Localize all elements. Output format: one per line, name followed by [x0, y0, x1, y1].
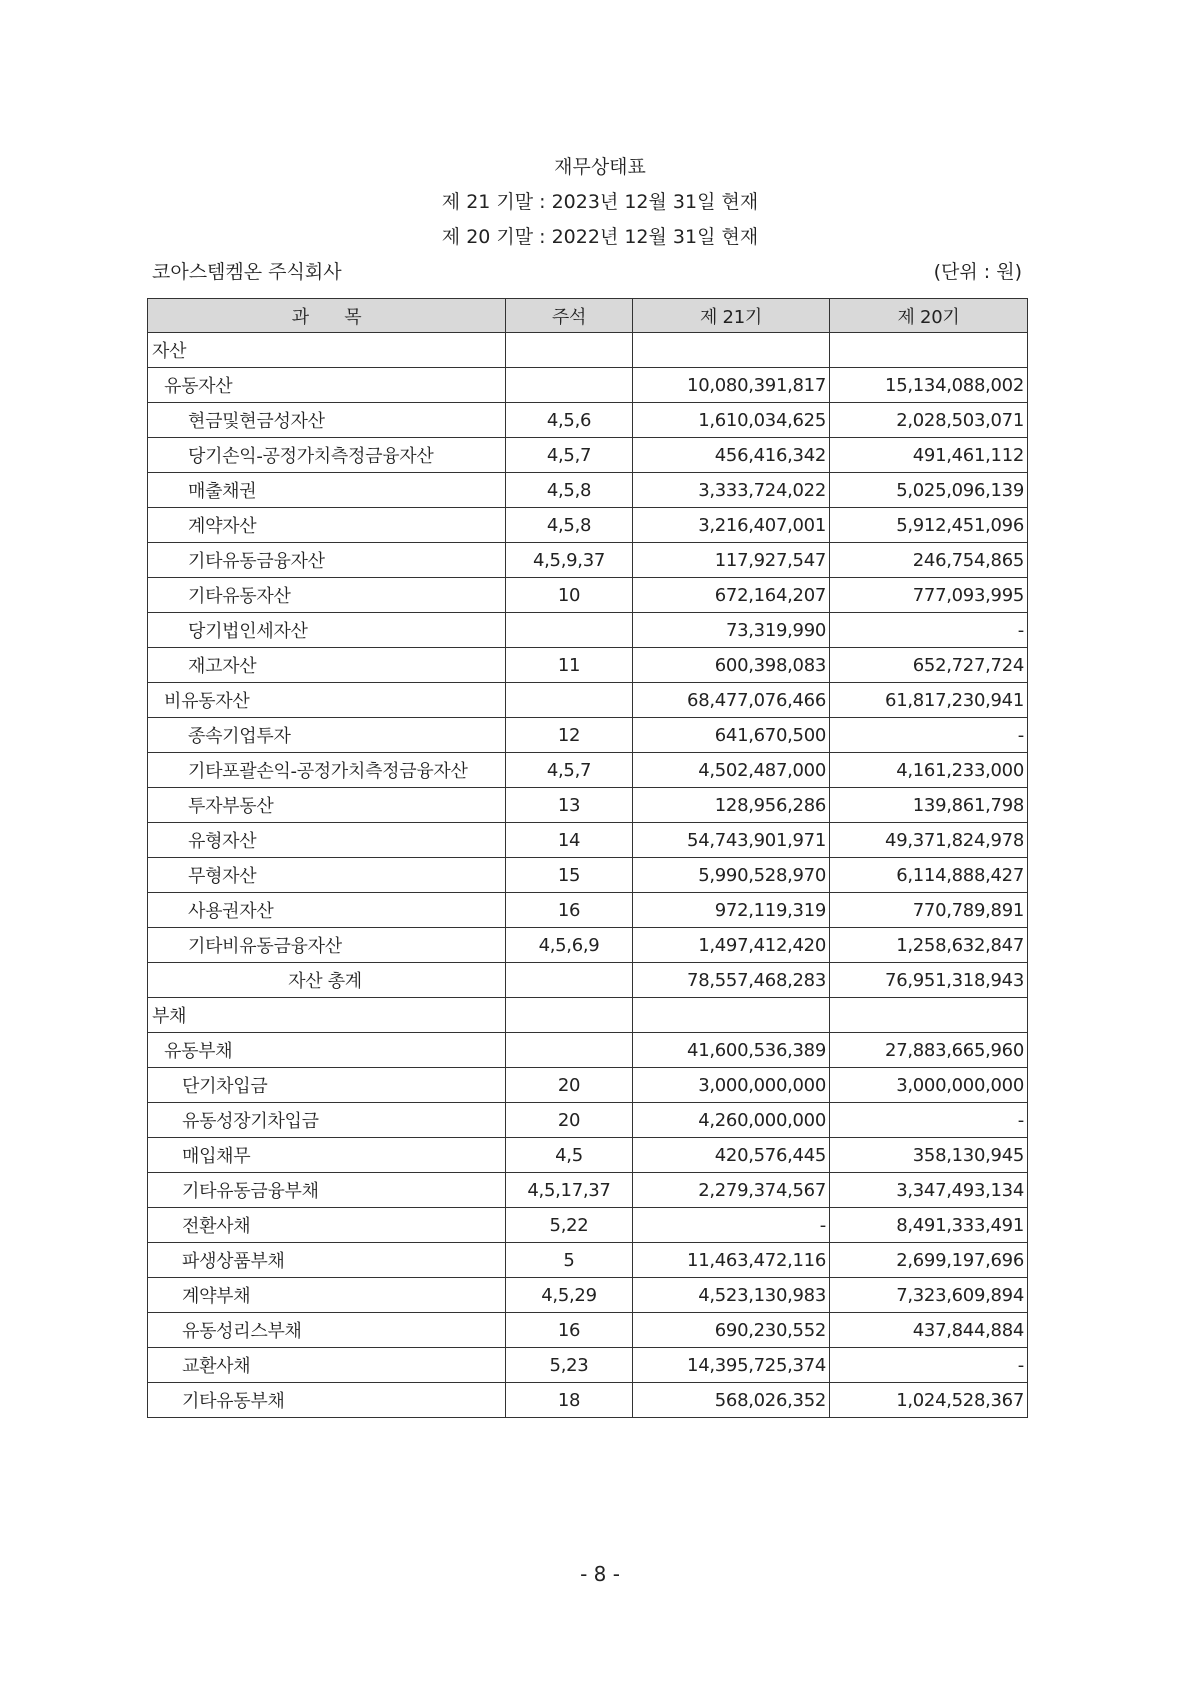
page-number: - 8 -	[580, 1562, 620, 1586]
current-amount	[633, 333, 830, 368]
prior-amount: 1,024,528,367	[830, 1383, 1028, 1418]
account-name: 파생상품부채	[148, 1243, 506, 1278]
prior-amount: -	[830, 1103, 1028, 1138]
prior-amount: -	[830, 1348, 1028, 1383]
prior-amount: 6,114,888,427	[830, 858, 1028, 893]
prior-amount: 3,000,000,000	[830, 1068, 1028, 1103]
account-name: 자산 총계	[148, 963, 506, 998]
column-header-note: 주석	[506, 299, 633, 333]
prior-amount: 770,789,891	[830, 893, 1028, 928]
note-ref: 5	[506, 1243, 633, 1278]
table-row	[148, 1138, 1028, 1173]
table-row	[148, 648, 1028, 683]
account-name: 유형자산	[148, 823, 506, 858]
prior-amount: 15,134,088,002	[830, 368, 1028, 403]
table-row	[148, 788, 1028, 823]
current-amount: 11,463,472,116	[633, 1243, 830, 1278]
note-ref: 11	[506, 648, 633, 683]
table-row	[148, 858, 1028, 893]
note-ref: 4,5	[506, 1138, 633, 1173]
table-row	[148, 1243, 1028, 1278]
table-row	[148, 753, 1028, 788]
account-name: 기타포괄손익-공정가치측정금융자산	[148, 753, 506, 788]
note-ref: 16	[506, 893, 633, 928]
current-amount: 3,000,000,000	[633, 1068, 830, 1103]
prior-amount: 139,861,798	[830, 788, 1028, 823]
note-ref: 4,5,8	[506, 473, 633, 508]
note-ref: 16	[506, 1313, 633, 1348]
current-amount: 5,990,528,970	[633, 858, 830, 893]
table-row	[148, 473, 1028, 508]
current-amount: 1,610,034,625	[633, 403, 830, 438]
current-amount: 568,026,352	[633, 1383, 830, 1418]
prior-amount: 5,025,096,139	[830, 473, 1028, 508]
account-name: 매입채무	[148, 1138, 506, 1173]
table-row	[148, 333, 1028, 368]
prior-amount: 76,951,318,943	[830, 963, 1028, 998]
current-amount: 10,080,391,817	[633, 368, 830, 403]
column-header-account: 과 목	[148, 299, 506, 333]
current-amount: 41,600,536,389	[633, 1033, 830, 1068]
current-amount: 54,743,901,971	[633, 823, 830, 858]
note-ref: 4,5,9,37	[506, 543, 633, 578]
table-row	[148, 1348, 1028, 1383]
account-name: 기타비유동금융자산	[148, 928, 506, 963]
note-ref: 4,5,7	[506, 438, 633, 473]
account-name: 기타유동부채	[148, 1383, 506, 1418]
table-row	[148, 1103, 1028, 1138]
note-ref	[506, 963, 633, 998]
table-row	[148, 1313, 1028, 1348]
current-amount: 2,279,374,567	[633, 1173, 830, 1208]
current-amount: 4,260,000,000	[633, 1103, 830, 1138]
prior-amount: 61,817,230,941	[830, 683, 1028, 718]
period-current: 제 21 기말 : 2023년 12월 31일 현재	[441, 191, 759, 213]
note-ref: 10	[506, 578, 633, 613]
current-amount: 3,216,407,001	[633, 508, 830, 543]
prior-amount: 8,491,333,491	[830, 1208, 1028, 1243]
table-row	[148, 613, 1028, 648]
account-name: 부채	[148, 998, 506, 1033]
note-ref: 13	[506, 788, 633, 823]
current-amount: -	[633, 1208, 830, 1243]
account-name: 무형자산	[148, 858, 506, 893]
note-ref: 4,5,29	[506, 1278, 633, 1313]
current-amount: 128,956,286	[633, 788, 830, 823]
account-name: 교환사채	[148, 1348, 506, 1383]
account-name: 계약부채	[148, 1278, 506, 1313]
balance-sheet-table	[147, 298, 1028, 1418]
note-ref: 4,5,6,9	[506, 928, 633, 963]
current-amount: 600,398,083	[633, 648, 830, 683]
prior-amount: 437,844,884	[830, 1313, 1028, 1348]
current-amount	[633, 998, 830, 1033]
table-row	[148, 368, 1028, 403]
table-row	[148, 438, 1028, 473]
table-row	[148, 1068, 1028, 1103]
column-header-prior: 제 20기	[830, 299, 1028, 333]
account-name: 유동자산	[148, 368, 506, 403]
account-name: 현금및현금성자산	[148, 403, 506, 438]
note-ref	[506, 333, 633, 368]
current-amount: 420,576,445	[633, 1138, 830, 1173]
company-name: 코아스템켐온 주식회사	[152, 261, 342, 283]
account-name: 유동부채	[148, 1033, 506, 1068]
prior-amount: 652,727,724	[830, 648, 1028, 683]
note-ref: 4,5,17,37	[506, 1173, 633, 1208]
account-name: 매출채권	[148, 473, 506, 508]
note-ref: 20	[506, 1068, 633, 1103]
account-name: 당기법인세자산	[148, 613, 506, 648]
table-row	[148, 823, 1028, 858]
table-row	[148, 683, 1028, 718]
table-row	[148, 1208, 1028, 1243]
account-name: 비유동자산	[148, 683, 506, 718]
prior-amount: 2,028,503,071	[830, 403, 1028, 438]
prior-amount: 1,258,632,847	[830, 928, 1028, 963]
account-name: 종속기업투자	[148, 718, 506, 753]
current-amount: 4,502,487,000	[633, 753, 830, 788]
table-row	[148, 578, 1028, 613]
prior-amount: -	[830, 613, 1028, 648]
note-ref: 5,22	[506, 1208, 633, 1243]
account-name: 자산	[148, 333, 506, 368]
table-row	[148, 928, 1028, 963]
prior-amount: 3,347,493,134	[830, 1173, 1028, 1208]
table-row	[148, 718, 1028, 753]
table-row	[148, 1033, 1028, 1068]
current-amount: 3,333,724,022	[633, 473, 830, 508]
account-name: 계약자산	[148, 508, 506, 543]
prior-amount: -	[830, 718, 1028, 753]
note-ref: 15	[506, 858, 633, 893]
note-ref: 18	[506, 1383, 633, 1418]
current-amount: 1,497,412,420	[633, 928, 830, 963]
table-row	[148, 963, 1028, 998]
prior-amount: 358,130,945	[830, 1138, 1028, 1173]
current-amount: 972,119,319	[633, 893, 830, 928]
prior-amount: 4,161,233,000	[830, 753, 1028, 788]
prior-amount: 491,461,112	[830, 438, 1028, 473]
note-ref	[506, 1033, 633, 1068]
current-amount: 73,319,990	[633, 613, 830, 648]
prior-amount: 246,754,865	[830, 543, 1028, 578]
prior-amount: 777,093,995	[830, 578, 1028, 613]
table-row	[148, 508, 1028, 543]
note-ref	[506, 683, 633, 718]
statement-title: 재무상태표	[554, 156, 646, 178]
prior-amount: 27,883,665,960	[830, 1033, 1028, 1068]
account-name: 기타유동금융부채	[148, 1173, 506, 1208]
prior-amount: 7,323,609,894	[830, 1278, 1028, 1313]
account-name: 유동성장기차입금	[148, 1103, 506, 1138]
table-row	[148, 403, 1028, 438]
current-amount: 672,164,207	[633, 578, 830, 613]
column-header-current: 제 21기	[633, 299, 830, 333]
current-amount: 78,557,468,283	[633, 963, 830, 998]
prior-amount: 2,699,197,696	[830, 1243, 1028, 1278]
table-row	[148, 1278, 1028, 1313]
period-prior: 제 20 기말 : 2022년 12월 31일 현재	[441, 226, 759, 248]
table-header-row	[148, 299, 1028, 333]
table-row	[148, 1383, 1028, 1418]
table-row	[148, 998, 1028, 1033]
account-name: 사용권자산	[148, 893, 506, 928]
current-amount: 117,927,547	[633, 543, 830, 578]
account-name: 유동성리스부채	[148, 1313, 506, 1348]
current-amount: 641,670,500	[633, 718, 830, 753]
account-name: 재고자산	[148, 648, 506, 683]
table-row	[148, 543, 1028, 578]
current-amount: 68,477,076,466	[633, 683, 830, 718]
current-amount: 14,395,725,374	[633, 1348, 830, 1383]
account-name: 기타유동금융자산	[148, 543, 506, 578]
prior-amount: 5,912,451,096	[830, 508, 1028, 543]
current-amount: 456,416,342	[633, 438, 830, 473]
prior-amount	[830, 333, 1028, 368]
prior-amount: 49,371,824,978	[830, 823, 1028, 858]
note-ref: 4,5,8	[506, 508, 633, 543]
table-row	[148, 893, 1028, 928]
note-ref: 4,5,6	[506, 403, 633, 438]
prior-amount	[830, 998, 1028, 1033]
current-amount: 690,230,552	[633, 1313, 830, 1348]
note-ref	[506, 998, 633, 1033]
note-ref	[506, 368, 633, 403]
note-ref: 20	[506, 1103, 633, 1138]
note-ref	[506, 613, 633, 648]
note-ref: 4,5,7	[506, 753, 633, 788]
account-name: 전환사채	[148, 1208, 506, 1243]
note-ref: 5,23	[506, 1348, 633, 1383]
note-ref: 14	[506, 823, 633, 858]
account-name: 기타유동자산	[148, 578, 506, 613]
current-amount: 4,523,130,983	[633, 1278, 830, 1313]
note-ref: 12	[506, 718, 633, 753]
account-name: 당기손익-공정가치측정금융자산	[148, 438, 506, 473]
account-name: 투자부동산	[148, 788, 506, 823]
table-row	[148, 1173, 1028, 1208]
unit-label: (단위 : 원)	[933, 261, 1022, 283]
account-name: 단기차입금	[148, 1068, 506, 1103]
